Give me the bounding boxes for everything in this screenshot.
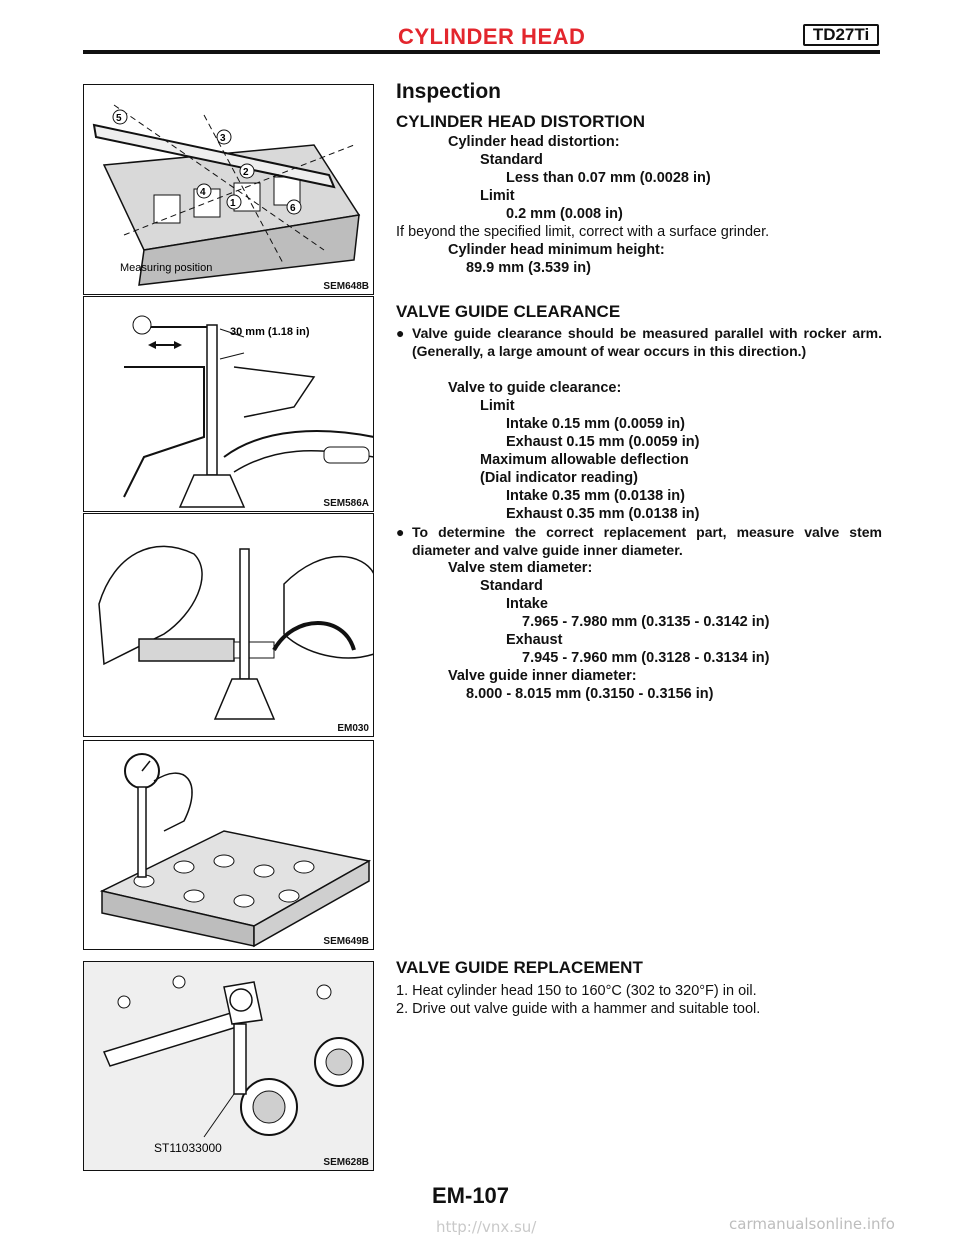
spec-value: 7.945 - 7.960 mm (0.3128 - 0.3134 in) — [522, 650, 770, 666]
position-number: 3 — [220, 133, 226, 144]
hammer-illustration — [84, 962, 374, 1171]
bullet-item — [396, 324, 882, 360]
body-text: If beyond the specified limit, correct with a surface grinder. — [396, 224, 770, 240]
section-header-title: CYLINDER HEAD — [398, 24, 586, 49]
micrometer-illustration — [84, 514, 374, 737]
page-number: EM-107 — [432, 1183, 510, 1208]
spec-value: 8.000 - 8.015 mm (0.3150 - 0.3156 in) — [466, 686, 714, 702]
step-text: 2. Drive out valve guide with a hammer and suitable tool. — [396, 1001, 761, 1017]
spec-value: Exhaust 0.35 mm (0.0138 in) — [506, 506, 700, 522]
figure-code: EM030 — [337, 723, 369, 734]
spec-value: Intake 0.15 mm (0.0059 in) — [506, 416, 685, 432]
figure-valve-guide-clearance — [83, 296, 374, 512]
bullet-item — [396, 523, 882, 559]
figure-label-measuring-position: Measuring position — [120, 262, 213, 274]
spec-label: Valve guide inner diameter: — [448, 668, 637, 684]
position-number: 5 — [116, 113, 122, 124]
dimension-label: 30 mm (1.18 in) — [230, 326, 310, 338]
spec-value: 89.9 mm (3.539 in) — [466, 260, 591, 276]
figure-micrometer — [83, 513, 374, 737]
spec-label: Limit — [480, 398, 515, 414]
bore-gauge-illustration — [84, 741, 374, 950]
position-number: 4 — [200, 187, 206, 198]
spec-label: Valve stem diameter: — [448, 560, 593, 576]
figure-code: SEM649B — [323, 936, 369, 947]
position-number: 6 — [290, 203, 296, 214]
watermark: carmanualsonline.info — [729, 1215, 895, 1233]
spec-label: Valve to guide clearance: — [448, 380, 622, 396]
bullet-icon: ● — [396, 524, 405, 540]
tool-number-label: ST11033000 — [154, 1141, 222, 1155]
model-badge: TD27Ti — [803, 24, 879, 46]
subsection-title: CYLINDER HEAD DISTORTION — [396, 112, 646, 131]
subsection-title: VALVE GUIDE CLEARANCE — [396, 302, 621, 321]
spec-value: 7.965 - 7.980 mm (0.3135 - 0.3142 in) — [522, 614, 770, 630]
bullet-text: To determine the correct replacement part, measure valve stem diameter and valve guide inner diameter. — [412, 524, 882, 558]
spec-label: Standard — [480, 152, 543, 168]
position-number: 2 — [243, 167, 249, 178]
figure-code: SEM648B — [323, 281, 369, 292]
figure-head-distortion — [83, 84, 374, 295]
spec-label: (Dial indicator reading) — [480, 470, 638, 486]
spec-label: Standard — [480, 578, 543, 594]
spec-value: Less than 0.07 mm (0.0028 in) — [506, 170, 711, 186]
spec-label: Intake — [506, 596, 548, 612]
spec-value: Exhaust 0.15 mm (0.0059 in) — [506, 434, 700, 450]
bullet-icon: ● — [396, 325, 405, 341]
figure-code: SEM628B — [323, 1157, 369, 1168]
spec-value: Intake 0.35 mm (0.0138 in) — [506, 488, 685, 504]
figure-bore-gauge — [83, 740, 374, 950]
figure-guide-removal — [83, 961, 374, 1171]
subsection-title: VALVE GUIDE REPLACEMENT — [396, 958, 643, 977]
valve-dial-illustration — [84, 297, 374, 512]
spec-label: Cylinder head minimum height: — [448, 242, 665, 258]
section-title: Inspection — [396, 80, 502, 103]
spec-value: 0.2 mm (0.008 in) — [506, 206, 623, 222]
step-text: 1. Heat cylinder head 150 to 160°C (302 to 320°F) in oil. — [396, 983, 757, 999]
bullet-text: Valve guide clearance should be measured parallel with rocker arm. (Generally, a large amount of wear occurs in this direction.) — [412, 325, 882, 359]
head-distortion-illustration — [84, 85, 374, 295]
spec-label: Exhaust — [506, 632, 563, 648]
spec-label: Maximum allowable deflection — [480, 452, 689, 468]
position-number: 1 — [230, 198, 236, 209]
spec-label: Limit — [480, 188, 515, 204]
header-rule — [83, 50, 880, 54]
footer-url[interactable]: http://vnx.su/ — [436, 1218, 537, 1236]
figure-code: SEM586A — [323, 498, 369, 509]
spec-label: Cylinder head distortion: — [448, 134, 620, 150]
